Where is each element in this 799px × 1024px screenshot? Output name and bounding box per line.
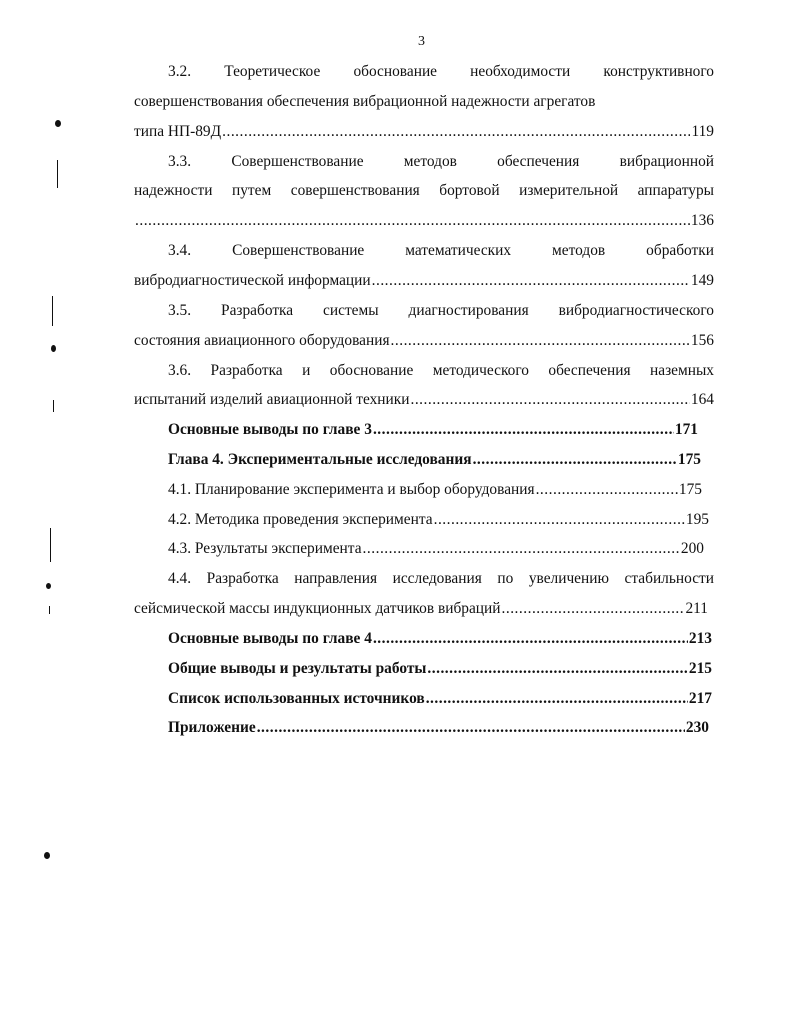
toc-leader	[391, 331, 690, 351]
toc-entry-3-3-line2: надежности путем совершенствования бортовой измерительной аппаратуры	[134, 182, 714, 199]
toc-entry-ch3-conclusions[interactable]	[168, 420, 698, 440]
page-number: 3	[418, 34, 425, 49]
toc-entry-title: 4.2. Методика проведения эксперимента	[168, 511, 433, 528]
toc-entry-3-6-line1: 3.6. Разработка и обоснование методического обеспечения наземных	[168, 362, 714, 379]
toc-entry-appendix[interactable]	[168, 718, 709, 738]
toc-entry-4-4-line1: 4.4. Разработка направления исследования по увеличению стабильности	[168, 570, 714, 587]
toc-leader	[426, 689, 688, 709]
toc-entry-title: состояния авиационного оборудования	[134, 332, 390, 349]
toc-leader	[222, 122, 690, 142]
toc-leader	[502, 599, 685, 619]
toc-leader	[536, 480, 678, 500]
scan-mark	[49, 606, 50, 614]
toc-entry-3-2-line1: 3.2. Теоретическое обоснование необходимости конструктивного	[168, 63, 714, 80]
toc-page-number: 215	[688, 660, 712, 677]
toc-entry-3-5-last[interactable]	[134, 331, 714, 351]
toc-page-number: 195	[685, 511, 709, 528]
toc-entry-3-5-line1: 3.5. Разработка системы диагностирования вибродиагностического	[168, 302, 714, 319]
toc-entry-3-4-last[interactable]	[134, 271, 714, 291]
toc-entry-title: Приложение	[168, 719, 256, 736]
toc-entry-3-2-line2: совершенствования обеспечения вибрационной надежности агрегатов	[134, 93, 596, 110]
toc-entry-references[interactable]	[168, 689, 712, 709]
toc-entry-3-2-last[interactable]	[134, 122, 714, 142]
toc-entry-general-conclusions[interactable]	[168, 659, 712, 679]
toc-page-number: 213	[688, 630, 712, 647]
toc-leader	[373, 629, 688, 649]
toc-entry-title: Основные выводы по главе 3	[168, 421, 372, 438]
toc-leader	[410, 390, 689, 410]
toc-entry-3-6-last[interactable]	[134, 390, 714, 410]
toc-page-number: 136	[690, 212, 714, 229]
toc-entry-4-4-last[interactable]	[134, 599, 708, 619]
toc-entry-title: 4.3. Результаты эксперимента	[168, 540, 362, 557]
toc-page-number: 175	[677, 451, 701, 468]
toc-page-number: 175	[678, 481, 702, 498]
toc-page-number: 149	[690, 272, 714, 289]
toc-entry-title: Список использованных источников	[168, 690, 425, 707]
scan-mark	[51, 345, 56, 352]
toc-page-number: 119	[691, 123, 714, 140]
toc-leader	[363, 539, 680, 559]
scan-mark	[46, 583, 51, 589]
scan-mark	[50, 528, 51, 562]
toc-entry-title: Основные выводы по главе 4	[168, 630, 372, 647]
toc-leader	[373, 420, 674, 440]
toc-leader	[372, 271, 690, 291]
toc-entry-title: испытаний изделий авиационной техники	[134, 391, 410, 408]
toc-entry-4-3[interactable]	[168, 539, 704, 559]
toc-page-number: 211	[685, 600, 708, 617]
toc-entry-3-3-line1: 3.3. Совершенствование методов обеспечения вибрационной	[168, 153, 714, 170]
toc-entry-title: Глава 4. Экспериментальные исследования	[168, 451, 472, 468]
toc-page-number: 156	[690, 332, 714, 349]
scan-mark	[52, 296, 53, 326]
toc-entry-ch4-conclusions[interactable]	[168, 629, 712, 649]
toc-page-number: 217	[688, 690, 712, 707]
toc-page-number: 164	[690, 391, 714, 408]
toc-entry-4-2[interactable]	[168, 510, 709, 530]
scan-mark	[44, 852, 50, 859]
toc-leader	[473, 450, 677, 470]
scan-mark	[55, 120, 61, 127]
toc-leader	[434, 510, 685, 530]
toc-entry-chapter-4[interactable]	[168, 450, 701, 470]
toc-entry-title: 4.1. Планирование эксперимента и выбор оборудования	[168, 481, 535, 498]
toc-page-number: 230	[685, 719, 709, 736]
toc-leader	[135, 211, 690, 231]
toc-entry-title: вибродиагностической информации	[134, 272, 371, 289]
toc-page-number: 171	[674, 421, 698, 438]
toc-leader	[257, 718, 685, 738]
toc-entry-title: сейсмической массы индукционных датчиков вибраций	[134, 600, 501, 617]
toc-leader	[427, 659, 688, 679]
toc-entry-3-3-last[interactable]	[134, 211, 714, 231]
scan-mark	[57, 160, 58, 188]
toc-entry-title: Общие выводы и результаты работы	[168, 660, 427, 677]
scan-mark	[53, 400, 54, 412]
toc-entry-4-1[interactable]	[168, 480, 702, 500]
toc-entry-title: типа НП-89Д	[134, 123, 222, 140]
toc-entry-3-4-line1: 3.4. Совершенствование математических методов обработки	[168, 242, 714, 259]
toc-page-number: 200	[680, 540, 704, 557]
